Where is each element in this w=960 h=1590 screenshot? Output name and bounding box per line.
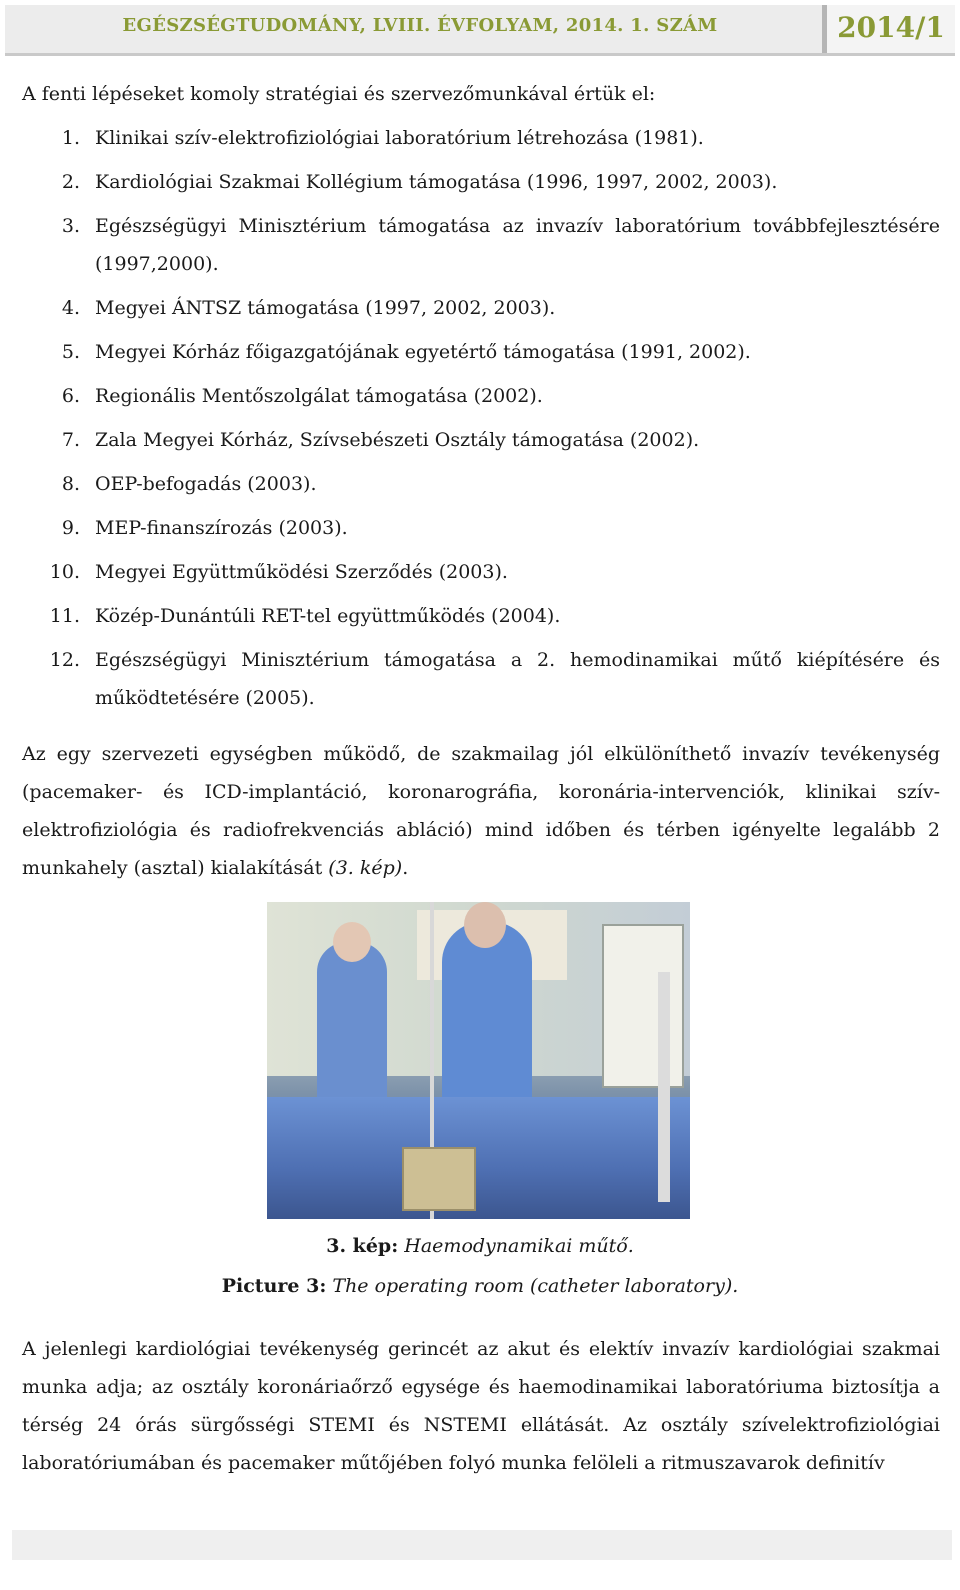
list-text: Zala Megyei Kórház, Szívsebészeti Osztály támogatása (2002). — [95, 429, 700, 451]
body-paragraph — [22, 735, 940, 887]
issue-number: 2014/1 — [837, 11, 945, 44]
figure-caption-en — [0, 1275, 960, 1297]
photo-device — [402, 1147, 476, 1211]
list-text: Egészségügyi Minisztérium támogatása a 2. hemodinamikai műtő kiépítésére és működtetésére (2005). — [95, 649, 940, 709]
list-number: 8. — [61, 473, 80, 495]
intro-text: A fenti lépéseket komoly stratégiai és szervezőmunkával értük el: — [22, 83, 656, 105]
list-item — [22, 465, 940, 503]
list-text: Egészségügyi Minisztérium támogatása az invazív laboratórium továbbfejlesztésére (1997,2000). — [95, 215, 940, 275]
list-item — [22, 207, 940, 283]
page-footer — [12, 1530, 952, 1560]
paragraph-end: . — [402, 857, 409, 879]
list-text: Közép-Dunántúli RET-tel együttműködés (2004). — [95, 605, 561, 627]
caption-label: 3. kép: — [326, 1235, 399, 1257]
list-number: 1. — [61, 127, 80, 149]
issue-box — [822, 5, 955, 53]
paragraph-text: Az egy szervezeti egységben működő, de szakmailag jól elkülöníthető invazív tevékenység (pacemaker- és ICD-implantáció, koronarográfia, koronária-intervenciók, klinikai szív-elektrofiziológia és radiofrekvenciás abláció) mind időben és térben igényelte legalább 2 munkahely (asztal) kialakítását — [22, 743, 940, 879]
list-item — [22, 333, 940, 371]
operating-room-photo — [267, 902, 690, 1219]
caption-text: Haemodynamikai műtő. — [404, 1235, 634, 1257]
list-number: 7. — [61, 429, 80, 451]
list-text: Megyei ÁNTSZ támogatása (1997, 2002, 2003). — [95, 297, 556, 319]
list-text: MEP-finanszírozás (2003). — [95, 517, 348, 539]
list-number: 6. — [61, 385, 80, 407]
body-paragraph-2: A jelenlegi kardiológiai tevékenység gerincét az akut és elektív invazív kardiológiai szakmai munka adja; az osztály koronáriaőrző egysége és haemodinamikai laboratóriuma biztosítja a térség 24 órás sürgősségi STEMI és NSTEMI ellátását. Az osztály szívelektrofiziológiai laboratóriumában és pacemaker műtőjében folyó munka felöleli a ritmuszavarok definitív — [22, 1338, 940, 1474]
list-item — [22, 119, 940, 157]
list-item — [22, 289, 940, 327]
list-number: 12. — [49, 649, 80, 671]
photo-head — [333, 922, 371, 962]
list-item — [22, 163, 940, 201]
photo-xray-arm — [658, 972, 670, 1202]
main-content — [22, 75, 940, 887]
photo-operating-table — [267, 1097, 690, 1219]
list-item — [22, 641, 940, 717]
list-text: OEP-befogadás (2003). — [95, 473, 317, 495]
page-header — [5, 5, 955, 56]
list-number: 5. — [61, 341, 80, 363]
photo-nurse — [317, 942, 387, 1112]
journal-title: EGÉSZSÉGTUDOMÁNY, LVIII. ÉVFOLYAM, 2014. 1. SZÁM — [122, 15, 718, 36]
list-item — [22, 553, 940, 591]
list-number: 2. — [61, 171, 80, 193]
list-number: 11. — [49, 605, 80, 627]
figure-reference: (3. kép) — [328, 857, 403, 879]
caption-text: The operating room (catheter laboratory). — [332, 1275, 739, 1297]
list-text: Klinikai szív-elektrofiziológiai laboratórium létrehozása (1981). — [95, 127, 704, 149]
list-item — [22, 597, 940, 635]
photo-cabinet — [602, 924, 684, 1088]
photo-doctor — [442, 922, 532, 1122]
caption-label: Picture 3: — [221, 1275, 327, 1297]
list-item — [22, 377, 940, 415]
figure-caption-hu — [0, 1235, 960, 1257]
photo-head — [464, 902, 506, 948]
list-number: 9. — [61, 517, 80, 539]
list-number: 3. — [61, 215, 80, 237]
steps-list — [22, 119, 940, 717]
list-number: 10. — [49, 561, 80, 583]
list-text: Megyei Kórház főigazgatójának egyetértő támogatása (1991, 2002). — [95, 341, 751, 363]
list-item — [22, 421, 940, 459]
list-text: Megyei Együttműködési Szerződés (2003). — [95, 561, 508, 583]
list-item — [22, 509, 940, 547]
list-text: Regionális Mentőszolgálat támogatása (2002). — [95, 385, 543, 407]
list-text: Kardiológiai Szakmai Kollégium támogatása (1996, 1997, 2002, 2003). — [95, 171, 778, 193]
list-number: 4. — [61, 297, 80, 319]
